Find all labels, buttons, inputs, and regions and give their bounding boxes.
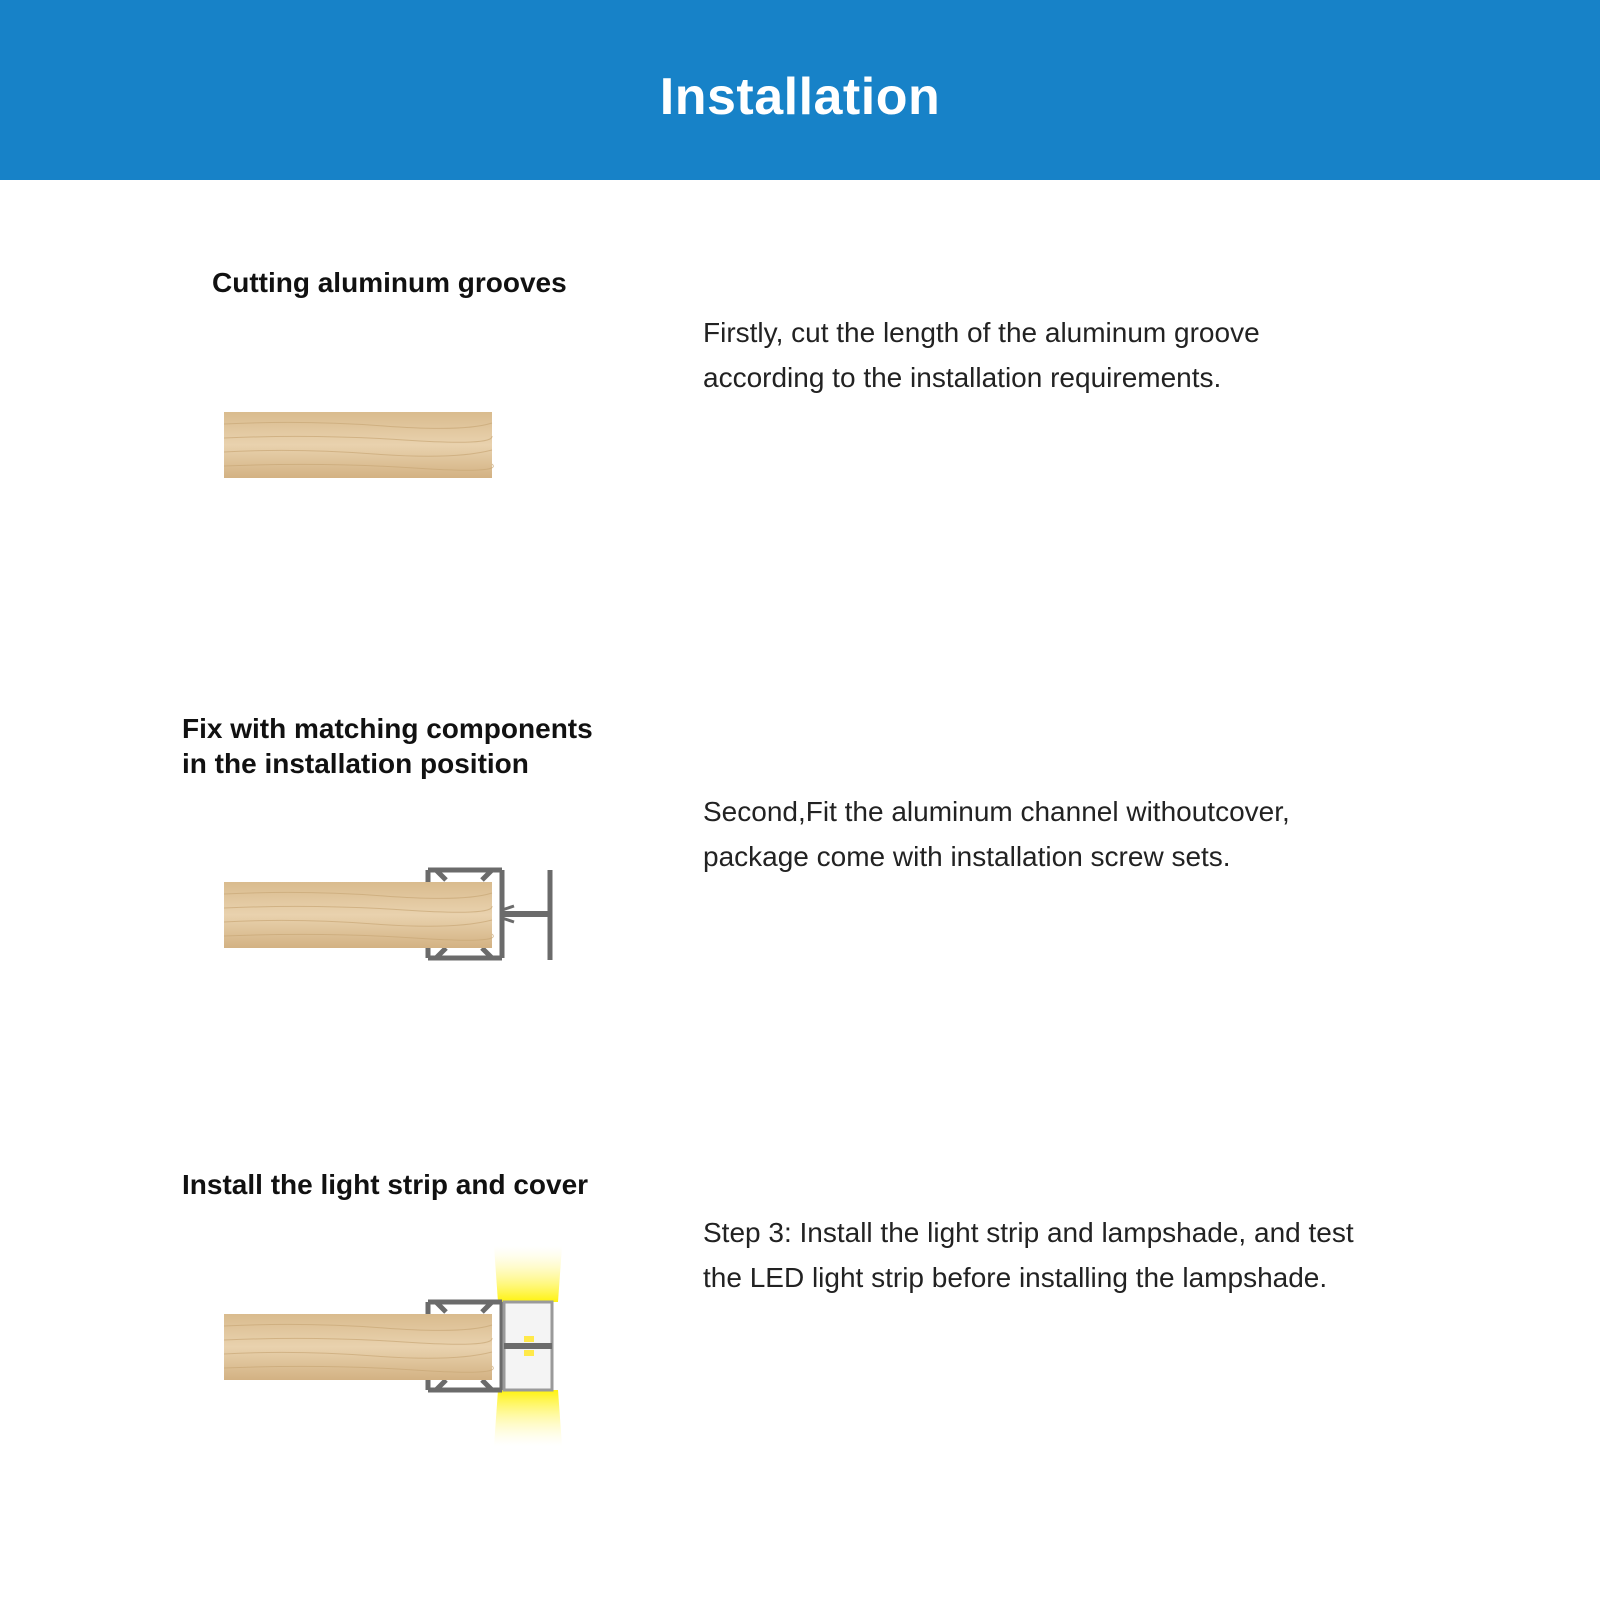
wood-panel [224, 1314, 492, 1380]
light-strip-illustration [224, 1246, 564, 1446]
step-3-description [703, 1210, 1463, 1300]
step-3-desc-line-2: the LED light strip before installing the lampshade. [703, 1262, 1328, 1293]
wood-panel [224, 882, 492, 948]
step-2-title-line-1: Fix with matching components [182, 713, 593, 744]
wood-panel [224, 412, 492, 478]
led-chip-upper [524, 1336, 534, 1342]
step-1-description [703, 310, 1463, 400]
page-title: Installation [659, 68, 941, 126]
step-2-title [182, 711, 593, 781]
wood-panel-illustration [224, 412, 494, 480]
lampshade-cover [504, 1302, 552, 1390]
step-1-desc-line-1: Firstly, cut the length of the aluminum groove [703, 317, 1260, 348]
channel-mount-illustration [224, 866, 564, 966]
step-2-desc-line-2: package come with installation screw sets. [703, 841, 1231, 872]
step-3-desc-line-1: Step 3: Install the light strip and lampshade, and test [703, 1217, 1354, 1248]
led-chip-lower [524, 1350, 534, 1356]
step-3-title: Install the light strip and cover [182, 1169, 589, 1200]
header-banner [0, 0, 1600, 180]
step-2-title-line-2: in the installation position [182, 748, 529, 779]
light-beam-up [494, 1246, 562, 1302]
step-1-desc-line-2: according to the installation requirements. [703, 362, 1222, 393]
step-2-description [703, 789, 1463, 879]
mounting-bracket [502, 870, 550, 960]
step-2-desc-line-1: Second,Fit the aluminum channel withoutcover, [703, 796, 1290, 827]
light-beam-down [494, 1390, 562, 1446]
step-1-title: Cutting aluminum grooves [212, 267, 567, 298]
